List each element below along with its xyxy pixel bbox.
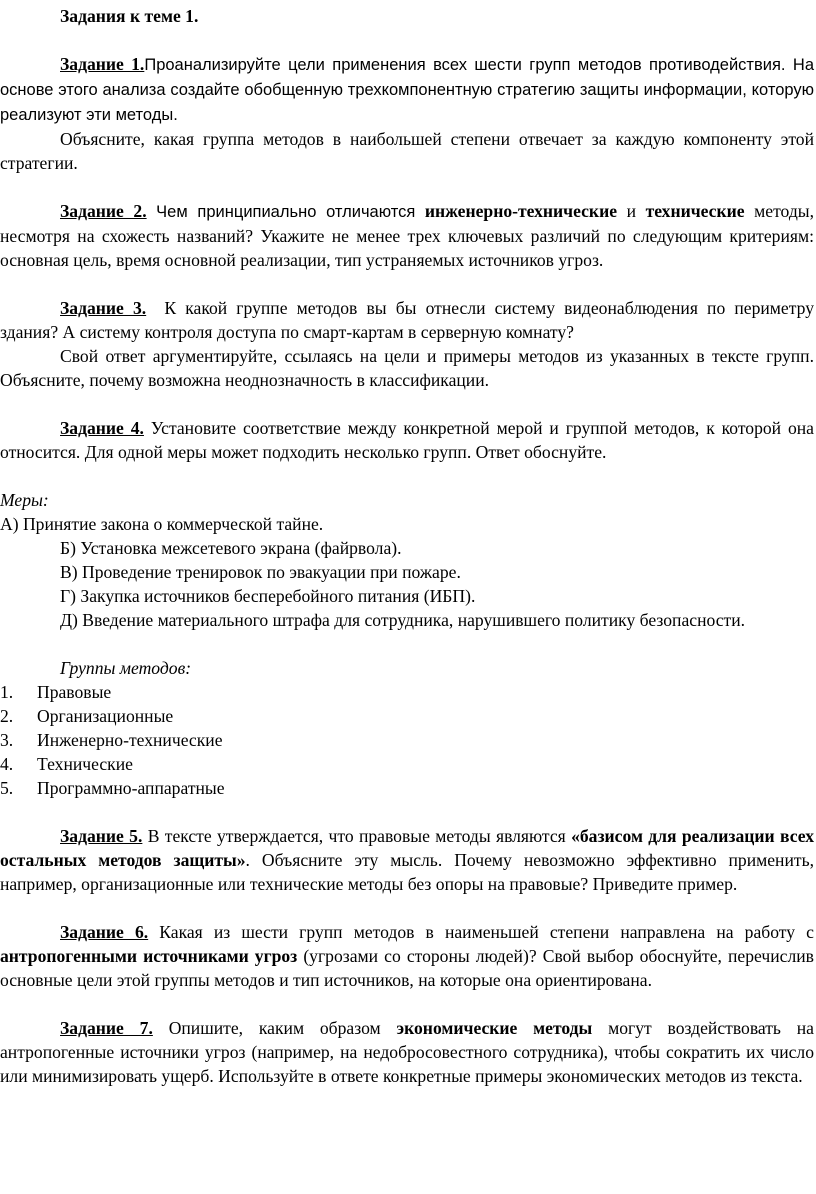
- task-3-text-2: Свой ответ аргументируйте, ссылаясь на цели и примеры методов из указанных в тексте групп. Объясните, почему возможна неоднозначность в классификации.: [0, 346, 814, 390]
- group-item: 5. Программно-аппаратные: [0, 778, 225, 798]
- measure-item: А) Принятие закона о коммерческой тайне.: [0, 514, 324, 534]
- task-2-text-2: и: [626, 201, 636, 221]
- task-2-label: Задание 2.: [60, 201, 147, 221]
- task-2: [0, 199, 814, 272]
- task-6-label: Задание 6.: [60, 922, 149, 942]
- task-2-text-1: Чем принципиально отличаются: [156, 203, 416, 221]
- task-1-label: Задание 1.: [60, 54, 145, 74]
- task-7: [0, 1016, 814, 1088]
- measure-item: В) Проведение тренировок по эвакуации при пожаре.: [60, 562, 461, 582]
- task-3: [0, 296, 814, 344]
- task-3-label: Задание 3.: [60, 298, 147, 318]
- task-5-bold-1: «базисом для реализации всех остальных методов защиты»: [0, 826, 814, 870]
- task-7-text-1: Опишите, каким образом: [168, 1018, 381, 1038]
- task-7-text-2: могут воздействовать на антропогенные источники угроз (например, на недобросовестного сотрудника), чтобы сократить их число или минимизировать ущерб. Используйте в ответе конкретные примеры экономических методов из текста.: [0, 1018, 814, 1086]
- task-5-label: Задание 5.: [60, 826, 143, 846]
- task-6: [0, 920, 814, 992]
- task-5-text-2: . Объясните эту мысль. Почему невозможно эффективно применить, например, организационные или технические методы без опоры на правовые? Приведите пример.: [0, 850, 814, 894]
- measures-heading: Меры:: [0, 490, 49, 510]
- group-item: 2. Организационные: [0, 706, 174, 726]
- page-title: Задания к теме 1.: [60, 6, 199, 26]
- task-7-label: Задание 7.: [60, 1018, 153, 1038]
- task-6-bold-1: антропогенными источниками угроз: [0, 946, 298, 966]
- task-1: [0, 52, 814, 127]
- group-item: 1. Правовые: [0, 682, 112, 702]
- group-item: 4. Технические: [0, 754, 133, 774]
- task-4-label: Задание 4.: [60, 418, 144, 438]
- task-4: [0, 416, 814, 464]
- task-2-bold-2: технические: [645, 201, 745, 221]
- task-3-text: К какой группе методов вы бы отнесли систему видеонаблюдения по периметру здания? А систему контроля доступа по смарт-картам в серверную комнату?: [0, 298, 814, 342]
- group-item: 3. Инженерно-технические: [0, 730, 223, 750]
- groups-list: [0, 680, 814, 800]
- task-7-bold-1: экономические методы: [396, 1018, 593, 1038]
- measure-item: Г) Закупка источников бесперебойного питания (ИБП).: [60, 586, 476, 606]
- task-1-text-2: Объясните, какая группа методов в наибольшей степени отвечает за каждую компоненту этой стратегии.: [0, 129, 814, 173]
- task-1-text: Проанализируйте цели применения всех шести групп методов противодействия. На основе этого анализа создайте обобщенную трехкомпонентную стратегию защиты информации, которую реализуют эти методы.: [0, 56, 815, 124]
- task-6-text-1: Какая из шести групп методов в наименьшей степени направлена на работу с: [159, 922, 814, 942]
- task-5-text-1: В тексте утверждается, что правовые методы являются: [147, 826, 566, 846]
- groups-heading: Группы методов:: [60, 658, 192, 678]
- measure-item: Д) Введение материального штрафа для сотрудника, нарушившего политику безопасности.: [60, 610, 746, 630]
- task-4-text: Установите соответствие между конкретной мерой и группой методов, к которой она относится. Для одной меры может подходить несколько групп. Ответ обоснуйте.: [0, 418, 814, 462]
- task-5: [0, 824, 814, 896]
- task-2-text-3: методы, несмотря на схожесть названий? Укажите не менее трех ключевых различий по следующим критериям: основная цель, время основной реализации, тип устраняемых источников угроз.: [0, 201, 815, 270]
- task-6-text-2: (угрозами со стороны людей)? Свой выбор обоснуйте, перечислив основные цели этой группы методов и тип источников, на которые она ориентирована.: [0, 946, 814, 990]
- measure-item: Б) Установка межсетевого экрана (файрвола).: [60, 538, 402, 558]
- task-2-bold-1: инженерно-технические: [424, 201, 618, 221]
